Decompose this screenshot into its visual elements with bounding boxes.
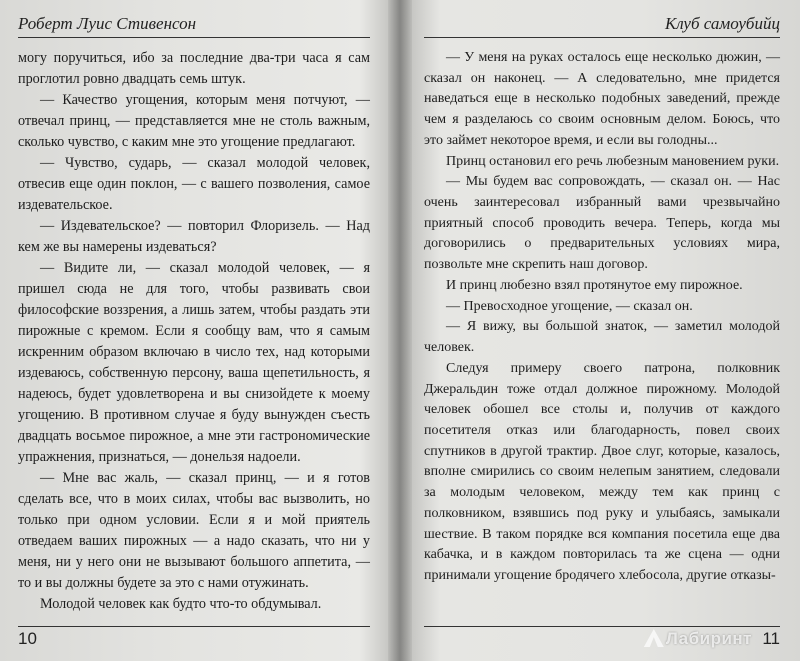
paragraph: — Мы будем вас сопровождать, — сказал он. — Нас очень заинтересовал избранный вами чрезвычайно приятный способ проводить вечера. Теперь, когда мы договорились о предварительных условиях мира, позвольте мне скрепить наш договор. (424, 174, 780, 273)
paragraph: могу поручиться, ибо за последние два-три часа я сам проглотил ровно двадцать семь штук. (18, 50, 370, 88)
labirint-watermark (644, 629, 752, 649)
right-page-number: 11 (762, 629, 780, 648)
left-folio-rule (18, 626, 370, 627)
paragraph: — Видите ли, — сказал молодой человек, — я пришел сюда не для того, чтобы развивать свои философские воззрения, а лишь затем, чтобы раздать эти пирожные с кремом. Если я сообщу вам, что я самым искренним образом включаю в число тех, над которыми издеваюсь, собственную персону, ваша щепетильность, я надеюсь, будет удовлетворена и вы снизойдете к моему угощению. В противном случае я буду вынужден съесть двадцать восьмое пирожное, а мне эти гастрономические упражнения, признаться, — донельзя надоели. (18, 260, 370, 466)
paragraph: — Превосходное угощение, — сказал он. (446, 298, 693, 314)
paragraph: Следуя примеру своего патрона, полковник Джеральдин тоже отдал должное пирожному. Молодой человек обошел все столы и, получив от каждого посетителя отказ или благодарность, повел своих спутников в другой трактир. Двое слуг, которые, казалось, вполне смирились со своим нелепым занятием, следовали за молодым человеком, между тем как принц с полковником, взявшись под руку и улыбаясь, замыкали шествие. В таком порядке вся компания посетила еще два кабачка, и в каждом повторилась та же сцена — одни принимали угощение бродячего хлебосола, другие отказы- (424, 360, 780, 583)
paragraph: — Я вижу, вы большой знаток, — заметил молодой человек. (424, 319, 780, 356)
right-running-head: Клуб самоубийц (424, 14, 780, 38)
paragraph: — У меня на руках осталось еще несколько дюжин, — сказал он наконец. — А следовательно, мне придется наведаться еще в несколько подобных заведений, прежде чем я разделаюсь со своим основным делом. Боюсь, что это займет некоторое время, и если вы голодны... (424, 50, 780, 148)
paragraph: Молодой человек как будто что-то обдумывал. (40, 596, 322, 613)
watermark-text: Лабиринт (665, 629, 752, 648)
right-page-text (424, 48, 780, 587)
paragraph: — Качество угощения, которым меня потчуют, — отвечал принц, — представляется мне не столь важным, сколько чувство, с каким мне это угощение предлагают. (18, 92, 370, 151)
paragraph: Принц остановил его речь любезным мановением руки. (446, 153, 780, 169)
paragraph: — Издевательское? — повторил Флоризель. — Над кем же вы намерены издеваться? (18, 218, 370, 256)
right-page (408, 0, 800, 661)
paragraph: — Чувство, сударь, — сказал молодой человек, отвесив еще один поклон, — с вашего позволения, самое издевательское. (18, 155, 370, 214)
labirint-logo-icon (644, 629, 664, 647)
paragraph: — Мне вас жаль, — сказал принц, — и я готов сделать все, что в моих силах, чтобы вас вызволить, но только при одном условии. Если я и мой приятель отведаем ваших пирожных — а надо сказать, что ни у меня, ни у него они не вызывают большого аппетита, — то и вы должны будете за это с нами отужинать. (18, 470, 370, 592)
left-page-text (18, 48, 370, 615)
paragraph: И принц любезно взял протянутое ему пирожное. (446, 277, 743, 293)
right-folio-rule (424, 626, 780, 627)
left-page (0, 0, 392, 661)
left-page-number: 10 (18, 629, 37, 648)
left-running-head: Роберт Луис Стивенсон (18, 14, 370, 38)
